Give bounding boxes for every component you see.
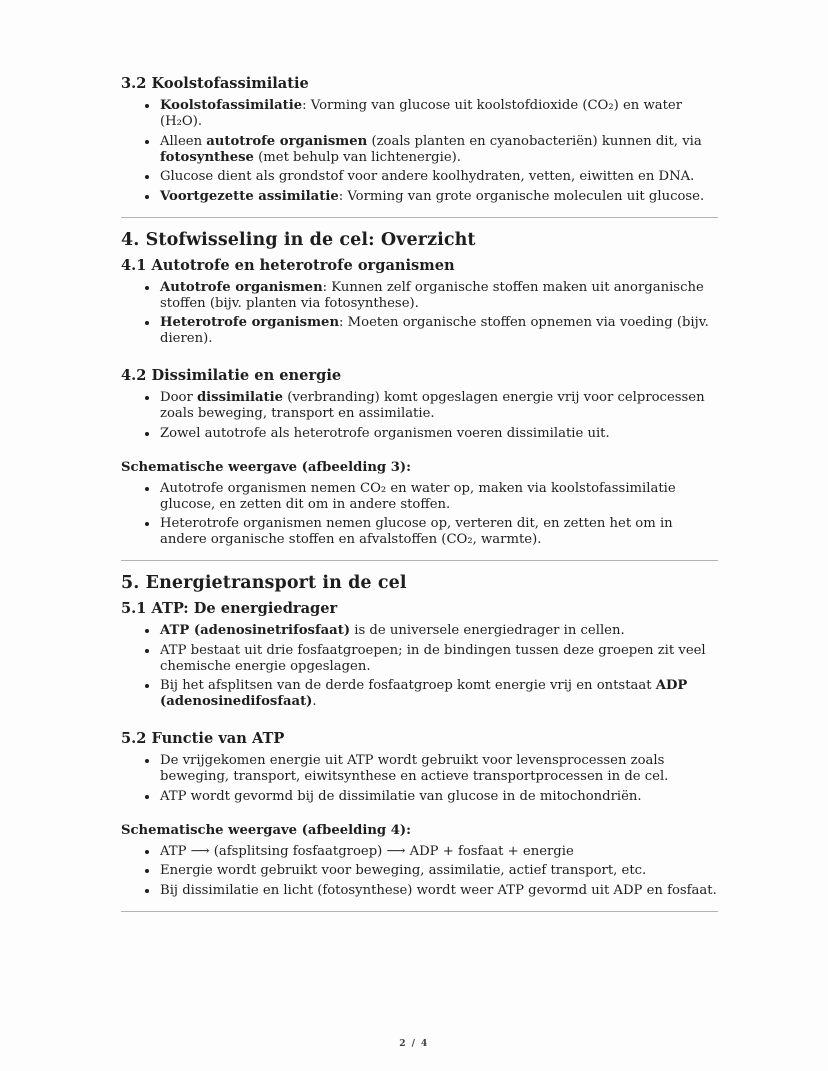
bullet-item: • ATP bestaat uit drie fosfaatgroepen; in de bindingen tussen deze groepen zit veel chemische energie opgeslagen. [159, 643, 718, 675]
bullet-list [121, 280, 718, 348]
bullet-item: • ATP (adenosinetrifosfaat) is de universele energiedrager in cellen. [159, 623, 718, 639]
bullet-list [121, 844, 718, 899]
schema-label: Schematische weergave (afbeelding 3): [121, 459, 412, 475]
bullet-list [121, 98, 718, 205]
document-body [121, 75, 718, 923]
bullet-item: • Alleen autotrofe organismen (zoals planten en cyanobacteriën) kunnen dit, via fotosynthese (met behulp van lichtenergie). [159, 134, 718, 166]
schema-label: Schematische weergave (afbeelding 4): [121, 822, 412, 838]
bullet-item: • Bij het afsplitsen van de derde fosfaatgroep komt energie vrij en ontstaat ADP (adenosinedifosfaat). [159, 678, 718, 710]
bullet-item: • Heterotrofe organismen: Moeten organische stoffen opnemen via voeding (bijv. dieren). [159, 315, 718, 347]
subsection-heading: 4.2 Dissimilatie en energie [121, 367, 342, 384]
bullet-item: • Zowel autotrofe als heterotrofe organismen voeren dissimilatie uit. [159, 426, 718, 442]
page-number: 2 / 4 [399, 1039, 429, 1049]
subsection-heading: 3.2 Koolstofassimilatie [121, 75, 309, 92]
bullet-item: • Autotrofe organismen nemen CO₂ en water op, maken via koolstofassimilatie glucose, en zetten dit om in andere stoffen. [159, 481, 718, 513]
bullet-item: • De vrijgekomen energie uit ATP wordt gebruikt voor levensprocessen zoals beweging, transport, eiwitsynthese en actieve transportprocessen in de cel. [159, 753, 718, 785]
bullet-item: • Voortgezette assimilatie: Vorming van grote organische moleculen uit glucose. [159, 189, 718, 205]
bullet-list [121, 623, 718, 710]
section-heading: 5. Energietransport in de cel [121, 573, 407, 593]
section-divider [121, 560, 718, 561]
bullet-item: • ATP ⟶ (afsplitsing fosfaatgroep) ⟶ ADP + fosfaat + energie [159, 844, 718, 860]
subsection-heading: 5.1 ATP: De energiedrager [121, 600, 338, 617]
bullet-item: • Glucose dient als grondstof voor andere koolhydraten, vetten, eiwitten en DNA. [159, 169, 718, 185]
bullet-list [121, 390, 718, 442]
bullet-item: • Energie wordt gebruikt voor beweging, assimilatie, actief transport, etc. [159, 863, 718, 879]
section-divider [121, 217, 718, 218]
bullet-item: • Bij dissimilatie en licht (fotosynthese) wordt weer ATP gevormd uit ADP en fosfaat. [159, 883, 718, 899]
page-footer [0, 1038, 828, 1050]
bullet-list [121, 753, 718, 805]
bullet-item: • Koolstofassimilatie: Vorming van glucose uit koolstofdioxide (CO₂) en water (H₂O). [159, 98, 718, 130]
bullet-list [121, 481, 718, 549]
bullet-item: • Autotrofe organismen: Kunnen zelf organische stoffen maken uit anorganische stoffen (bijv. planten via fotosynthese). [159, 280, 718, 312]
bullet-item: • ATP wordt gevormd bij de dissimilatie van glucose in de mitochondriën. [159, 789, 718, 805]
subsection-heading: 4.1 Autotrofe en heterotrofe organismen [121, 256, 455, 274]
section-divider [121, 911, 718, 912]
bullet-item: • Door dissimilatie (verbranding) komt opgeslagen energie vrij voor celprocessen zoals beweging, transport en assimilatie. [159, 390, 718, 422]
subsection-heading: 5.2 Functie van ATP [121, 730, 285, 747]
bullet-item: • Heterotrofe organismen nemen glucose op, verteren dit, en zetten het om in andere organische stoffen en afvalstoffen (CO₂, warmte). [159, 516, 718, 548]
section-heading: 4. Stofwisseling in de cel: Overzicht [121, 229, 476, 250]
